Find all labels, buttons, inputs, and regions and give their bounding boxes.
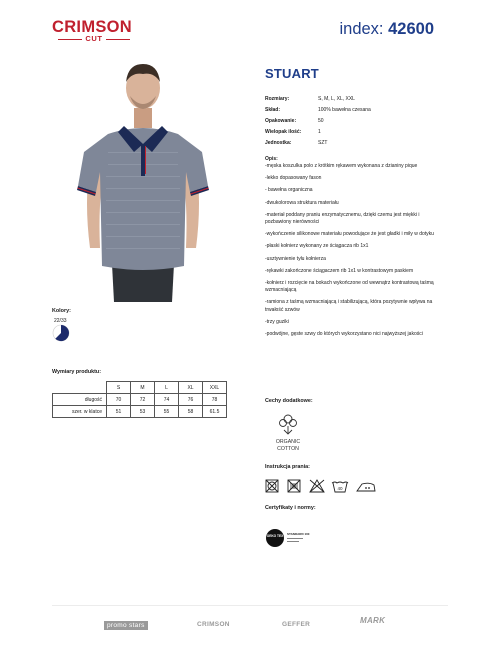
brand-logo [52, 20, 136, 44]
brand-name: CRIMSON [52, 18, 133, 36]
extra-features-title: Cechy dodatkowe: [265, 398, 313, 404]
size-col-m: M [131, 382, 155, 394]
spec-value: S, M, L, XL, XXL [318, 96, 355, 102]
placket [141, 144, 145, 176]
cotton-stem [284, 426, 292, 434]
no-bleach-icon [310, 480, 324, 492]
spec-label: Opakowanie: [265, 118, 297, 124]
footer-logo-geffer[interactable]: GEFFER [282, 621, 311, 628]
table-row [53, 406, 227, 418]
feature-item: -wykończenie silikonowe materiału powodujące że jest gładki i miły w dotyku [265, 231, 434, 238]
oeko-label: OEKO TEX [266, 534, 284, 538]
spec-label: Jednostka: [265, 140, 292, 146]
product-name: STUART [265, 66, 319, 81]
brand-sub-text: CUT [85, 34, 103, 43]
product-photo [68, 52, 218, 302]
spec-value: 1 [318, 129, 321, 135]
table-cell: 61.5 [203, 406, 227, 418]
spec-row [265, 127, 445, 138]
feature-item: -usztywnienie tyłu kołnierza [265, 255, 326, 262]
iron-icon [357, 483, 375, 491]
feature-item: - bawełna organiczna [265, 187, 313, 194]
table-cell: 55 [155, 406, 179, 418]
oeko-tex-icon [265, 528, 313, 548]
size-col-l: L [155, 382, 179, 394]
wash-40-icon [332, 482, 348, 492]
care-symbols [265, 478, 377, 494]
care-title: Instrukcja prania: [265, 464, 310, 470]
certificates-title: Certyfikaty i normy: [265, 505, 316, 511]
spec-list [265, 94, 445, 149]
organic-cotton-icon [270, 412, 306, 456]
index-value: 42600 [388, 20, 434, 38]
row-label: szer. w klatce [53, 406, 107, 418]
badge-line1: ORGANIC [275, 439, 301, 445]
oeko-line [287, 538, 303, 539]
table-cell: 72 [131, 394, 155, 406]
brand-sub [52, 36, 136, 44]
no-dry-clean-icon [288, 480, 300, 492]
neck [134, 108, 152, 128]
footer-logo-crimson[interactable]: CRIMSON [197, 621, 230, 628]
product-details [265, 66, 445, 343]
feature-item: -płaski kołnierz wykonany ze ściągacza rib 1x1 [265, 243, 369, 250]
table-cell: 51 [107, 406, 131, 418]
size-table [52, 381, 227, 418]
table-cell: 74 [155, 394, 179, 406]
feature-item: -męska koszulka polo z krótkim rękawem wykonana z dzianiny pique [265, 163, 418, 169]
spec-row [265, 138, 445, 149]
size-corner-cell [53, 382, 107, 394]
feature-item: -ramiona z taśmą wzmacniającą i stabilizującą, która pozytywnie wpływa na trwałość szwów [265, 299, 433, 313]
wash-temp: 40 [337, 486, 343, 491]
badge-line2: COTTON [277, 446, 299, 452]
oeko-badge [266, 529, 284, 547]
table-cell: 58 [179, 406, 203, 418]
colors-label: Kolory: [52, 308, 71, 314]
placket-stripe [145, 146, 146, 174]
oeko-line [287, 541, 299, 542]
spec-value: SZT [318, 140, 328, 146]
product-index [339, 20, 434, 39]
size-table-title: Wymiary produktu: [52, 369, 102, 375]
cotton-boll-left [280, 420, 287, 427]
spec-label: Wielopak ilość: [265, 129, 302, 135]
spec-label: Rozmiary: [265, 96, 290, 102]
table-cell: 70 [107, 394, 131, 406]
cotton-boll [284, 415, 292, 423]
row-label: długość [53, 394, 107, 406]
footer-logo-promostars[interactable]: promo stars [104, 621, 148, 630]
size-col-xxl: XXL [203, 382, 227, 394]
spec-row [265, 105, 445, 116]
spec-value: 100% bawełna czesana [318, 107, 371, 113]
spec-value: 50 [318, 118, 324, 124]
feature-item: -rękawki zakończone ściągaczem rib 1x1 w kontrastowym paskiem [265, 267, 414, 274]
feature-item: -dwukolorowa struktura materiału [265, 199, 339, 206]
table-row [53, 394, 227, 406]
index-label: index: [339, 20, 384, 38]
spec-row [265, 116, 445, 127]
cotton-boll-right [290, 420, 297, 427]
table-cell: 76 [179, 394, 203, 406]
table-cell: 53 [131, 406, 155, 418]
size-col-xl: XL [179, 382, 203, 394]
oeko-standard: STANDARD 100 [287, 532, 310, 536]
feature-item: -materiał poddany praniu enzymatycznemu, dzięki czemu jest miękki i pozbawiony nierówności [265, 211, 420, 226]
footer-divider [52, 605, 448, 606]
description-title: Opis: [265, 156, 278, 162]
feature-item: -kołnierz i rozcięcie na bokach wykończone od wewnątrz kontrastową taśmą wzmacniającą [265, 280, 434, 294]
size-header-row [53, 382, 227, 394]
swatch-secondary-top [61, 325, 69, 333]
no-tumble-dry-icon [266, 480, 278, 492]
feature-item: -lekko dopasowany fason [265, 175, 322, 182]
footer-logo-mark[interactable]: MARK [360, 616, 386, 625]
spec-row [265, 94, 445, 105]
color-swatch[interactable] [52, 324, 70, 342]
spec-label: Skład: [265, 107, 281, 113]
swatch-code: 22/33 [54, 318, 67, 324]
feature-item: -trzy guziki [265, 318, 289, 325]
feature-item: -podwójne, gęste szwy do których wykorzystano nici najwyższej jakości [265, 331, 423, 338]
table-cell: 78 [203, 394, 227, 406]
brand-bar-right [106, 39, 130, 40]
size-col-s: S [107, 382, 131, 394]
